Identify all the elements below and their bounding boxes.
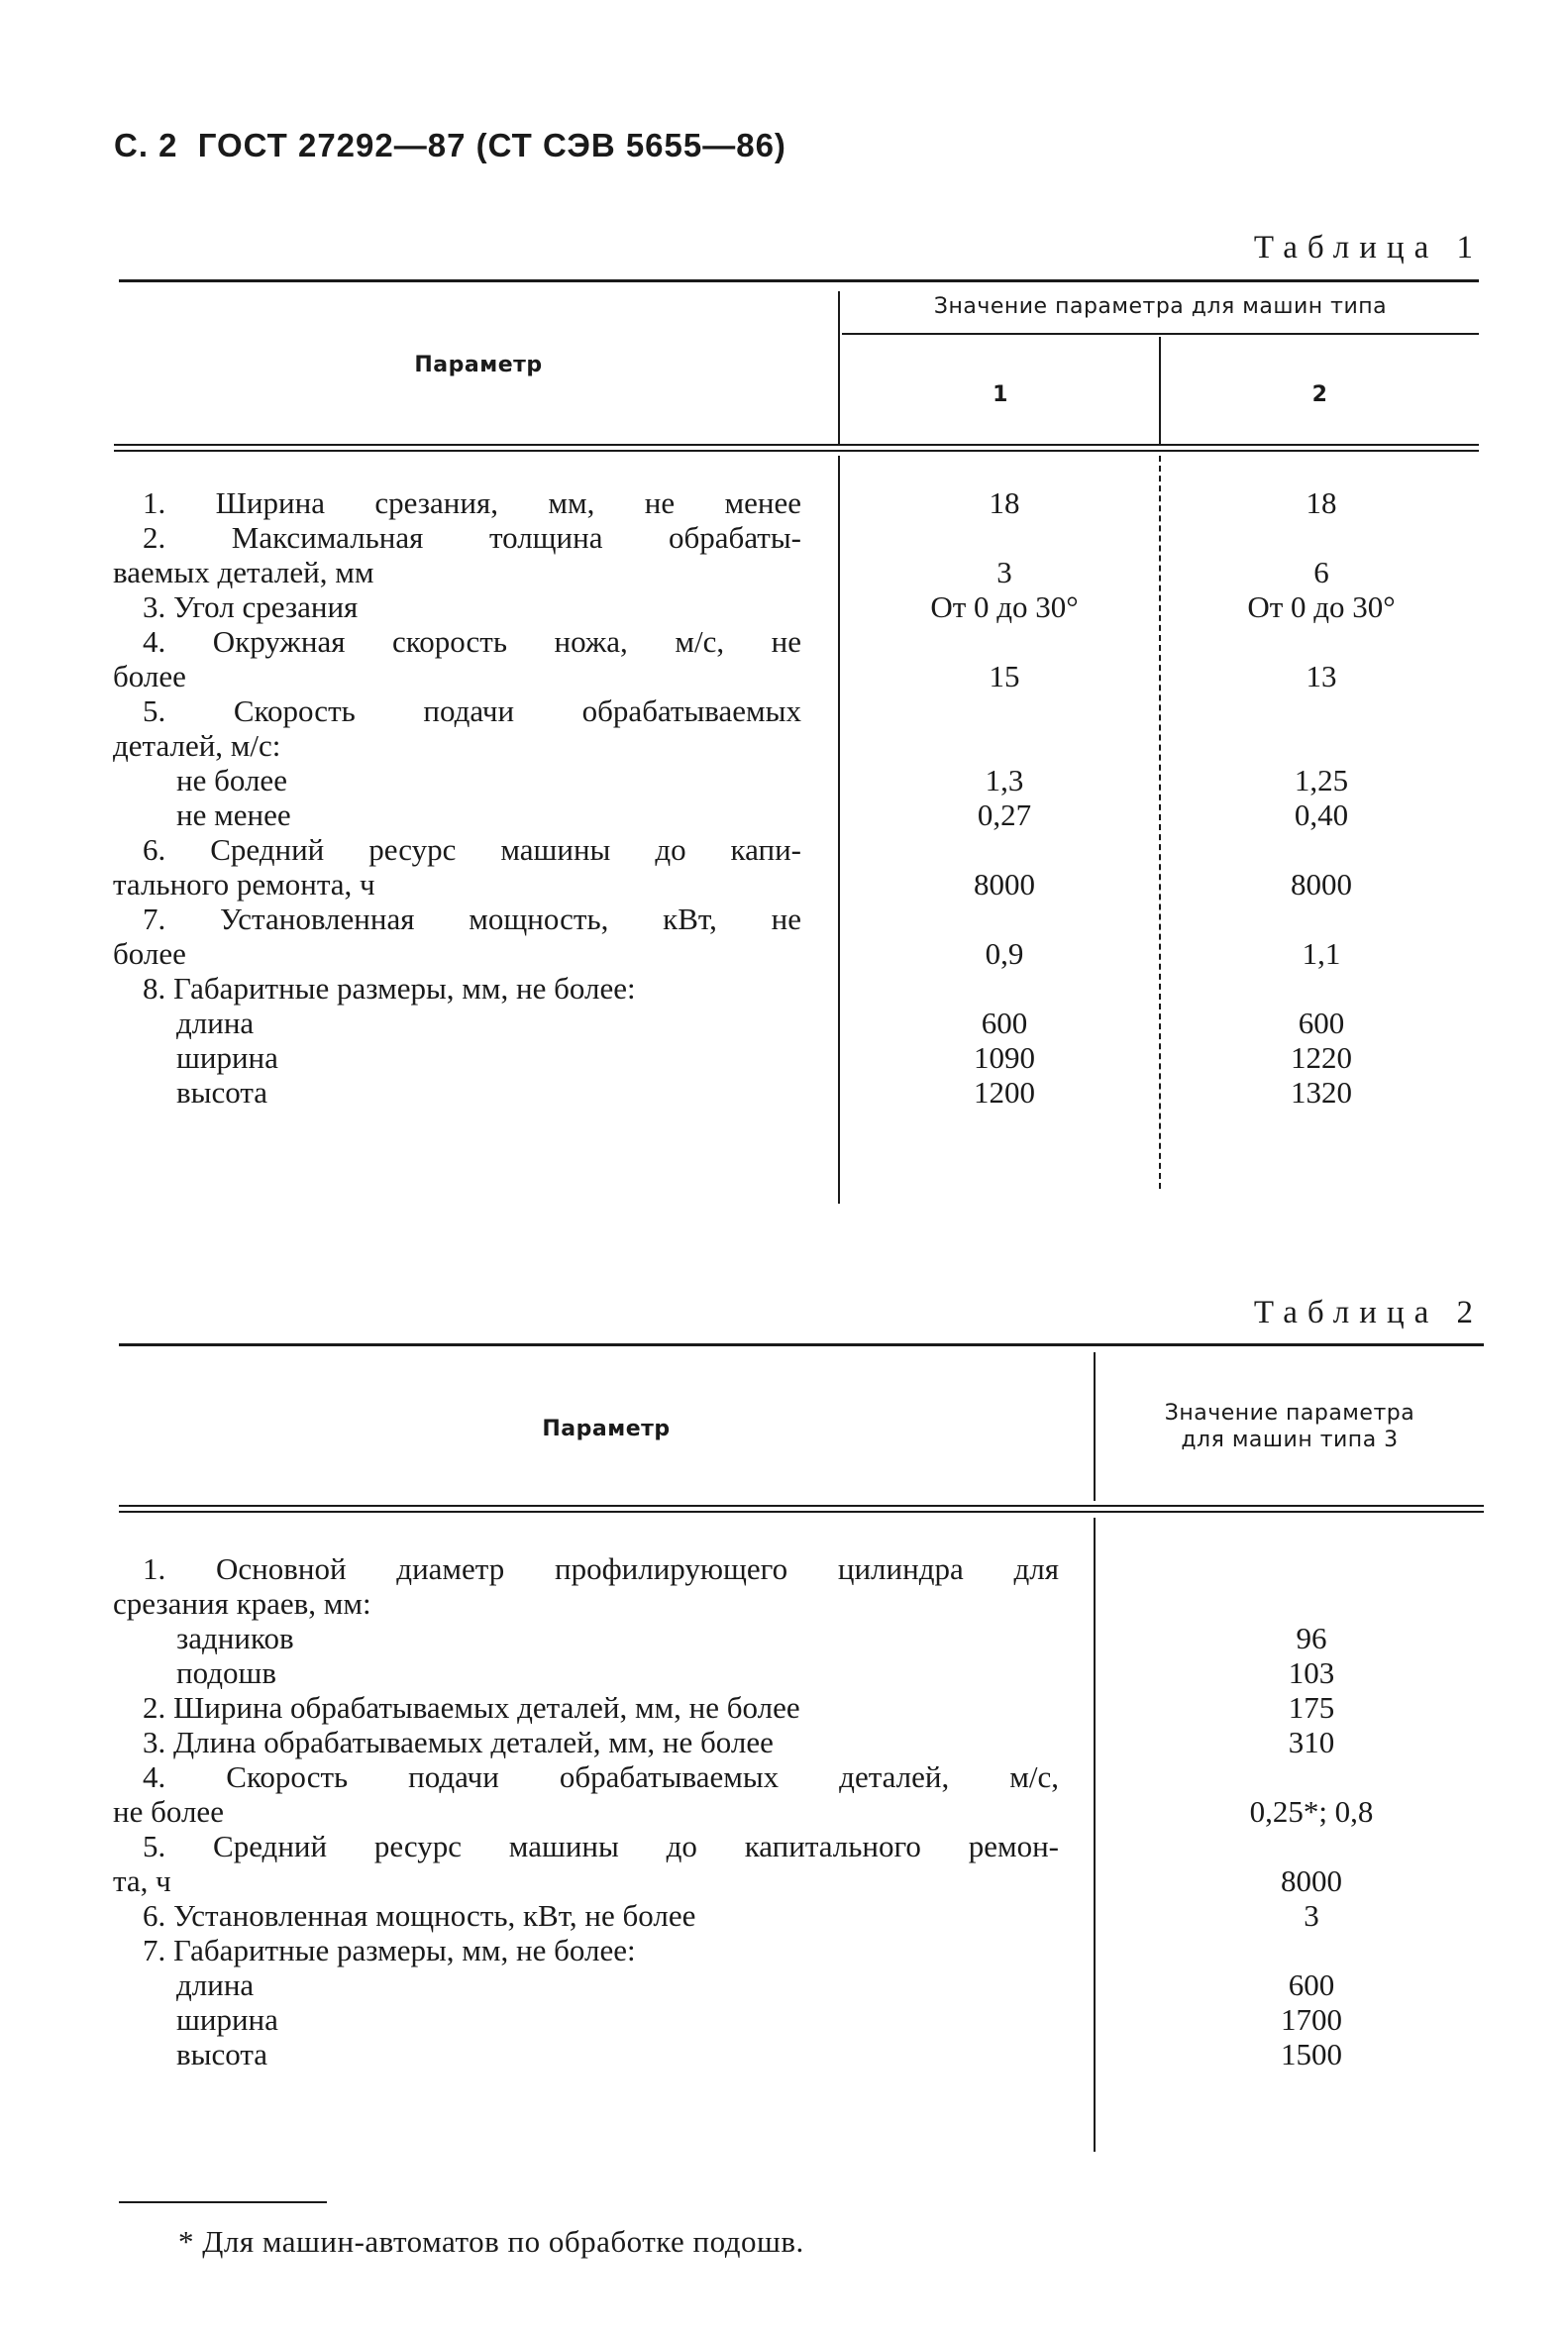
- table1-col1-header: 1: [993, 382, 1008, 407]
- table1-row: [113, 867, 1480, 902]
- table1-col2-header: 2: [1311, 382, 1328, 407]
- table2-value-type3: 96: [1296, 1621, 1327, 1655]
- table2-value-type3: 310: [1288, 1725, 1335, 1759]
- table2-row: [113, 1655, 1480, 1690]
- table1-row: [113, 589, 1480, 624]
- table2-param: 6. Установленная мощность, кВт, не более: [143, 1898, 696, 1933]
- table2-param: 3. Длина обрабатываемых деталей, мм, не более: [143, 1725, 774, 1759]
- table1-param: 7. Установленная мощность, кВт, не: [143, 902, 801, 936]
- table1-row: [113, 763, 1480, 797]
- table2-row: [113, 1759, 1480, 1794]
- table2-body: [113, 1551, 1480, 2071]
- table1-row: [113, 624, 1480, 659]
- table1-value-type1: 18: [989, 485, 1020, 520]
- table2-row: [113, 2002, 1480, 2037]
- table2-value-header: [1096, 1400, 1484, 1453]
- table2-value-type3: 8000: [1281, 1863, 1342, 1898]
- table1-param: не более: [176, 763, 287, 797]
- table1-row: [113, 520, 1480, 555]
- table1-value-type2: 6: [1313, 555, 1329, 589]
- table1-param-header: Параметр: [414, 353, 543, 377]
- table2-row: [113, 1967, 1480, 2002]
- table1-param: 1. Ширина срезания, мм, не менее: [143, 485, 801, 520]
- table2-header-rule-a: [119, 1505, 1484, 1507]
- table1-value-type2: 1320: [1291, 1075, 1352, 1110]
- table1-param: не менее: [176, 797, 291, 832]
- table2-row: [113, 1551, 1480, 1586]
- footnote: * Для машин-автоматов по обработке подошв.: [178, 2224, 804, 2259]
- table1-row: [113, 485, 1480, 520]
- table1-row: [113, 1006, 1480, 1040]
- table1-param: 5. Скорость подачи обрабатываемых: [143, 693, 801, 728]
- table1-param: длина: [176, 1006, 255, 1040]
- table1-value-type2: 600: [1298, 1006, 1345, 1040]
- table2-param: 5. Средний ресурс машины до капитального ремон-: [143, 1829, 1059, 1863]
- table1-row: [113, 971, 1480, 1006]
- table2-row: [113, 2037, 1480, 2071]
- table1-header-divider: [838, 291, 840, 445]
- table2-param: срезания краев, мм:: [113, 1586, 371, 1621]
- table2-row: [113, 1725, 1480, 1759]
- table1-param: высота: [176, 1075, 268, 1110]
- table1-row: [113, 555, 1480, 589]
- table1-row: [113, 936, 1480, 971]
- table1-row: [113, 902, 1480, 936]
- table2-value-type3: 3: [1304, 1898, 1319, 1933]
- table1-value-type1: 1200: [974, 1075, 1035, 1110]
- table2-row: [113, 1863, 1480, 1898]
- table2-value-type3: 600: [1288, 1967, 1335, 2002]
- table1-value-type2: 1,1: [1302, 936, 1341, 971]
- table2-row: [113, 1690, 1480, 1725]
- table1-value-type1: 3: [996, 555, 1012, 589]
- table2-param: не более: [113, 1794, 224, 1829]
- table1-value-type2: 13: [1306, 659, 1337, 693]
- table1-param: более: [113, 936, 186, 971]
- page-number: С. 2: [114, 127, 178, 163]
- table1-value-type2: 0,40: [1294, 797, 1349, 832]
- standard-designation: ГОСТ 27292—87 (СТ СЭВ 5655—86): [197, 127, 786, 163]
- table1-param: 4. Окружная скорость ножа, м/с, не: [143, 624, 801, 659]
- table2-param: ширина: [176, 2002, 278, 2037]
- table2-row: [113, 1621, 1480, 1655]
- table1-param: 6. Средний ресурс машины до капи-: [143, 832, 801, 867]
- table1-row: [113, 1040, 1480, 1075]
- table2-param: 7. Габаритные размеры, мм, не более:: [143, 1933, 636, 1967]
- table1-value-type2: От 0 до 30°: [1247, 589, 1396, 624]
- table2-value-header-line1: Значение параметра: [1164, 1401, 1415, 1426]
- table2-param: высота: [176, 2037, 268, 2071]
- table2-value-type3: 175: [1288, 1690, 1335, 1725]
- table1-header-rule-b: [114, 450, 1479, 452]
- table1-subheader-rule: [842, 333, 1479, 335]
- table1-param: тального ремонта, ч: [113, 867, 375, 902]
- table1-value-header: Значение параметра для машин типа: [933, 294, 1388, 319]
- table2-value-type3: 1700: [1281, 2002, 1342, 2037]
- table1-value-type1: 600: [981, 1006, 1028, 1040]
- table1-param: деталей, м/с:: [113, 728, 281, 763]
- table2-row: [113, 1829, 1480, 1863]
- table1-value-type1: От 0 до 30°: [930, 589, 1079, 624]
- table2-value-type3: 103: [1288, 1655, 1335, 1690]
- table1-param: 3. Угол срезания: [143, 589, 359, 624]
- table1-value-type2: 18: [1306, 485, 1337, 520]
- table1-value-type1: 0,9: [985, 936, 1024, 971]
- table2-param: 2. Ширина обрабатываемых деталей, мм, не более: [143, 1690, 800, 1725]
- table2-top-rule: [119, 1343, 1484, 1346]
- table1-param: более: [113, 659, 186, 693]
- table2-param: задников: [176, 1621, 294, 1655]
- table2-value-type3: 0,25*; 0,8: [1249, 1794, 1374, 1829]
- table1-row: [113, 797, 1480, 832]
- table1-header-rule-a: [114, 444, 1479, 446]
- table1-param: ваемых деталей, мм: [113, 555, 374, 589]
- table2-row: [113, 1794, 1480, 1829]
- table1-row: [113, 832, 1480, 867]
- table1-value-type2: 8000: [1291, 867, 1352, 902]
- table1-row: [113, 1075, 1480, 1110]
- table2-header-rule-b: [119, 1511, 1484, 1513]
- table1-param: 8. Габаритные размеры, мм, не более:: [143, 971, 636, 1006]
- table2-param-header: Параметр: [542, 1417, 671, 1441]
- table2-row: [113, 1586, 1480, 1621]
- table1-param: ширина: [176, 1040, 278, 1075]
- table1-value-type1: 1,3: [985, 763, 1024, 797]
- table1-param: 2. Максимальная толщина обрабаты-: [143, 520, 801, 555]
- table2-param: та, ч: [113, 1863, 171, 1898]
- table1-top-rule: [119, 279, 1479, 282]
- table1-value-type1: 0,27: [977, 797, 1032, 832]
- table2-param: подошв: [176, 1655, 276, 1690]
- table2-value-type3: 1500: [1281, 2037, 1342, 2071]
- footnote-rule: [119, 2201, 327, 2203]
- table2-caption: Таблица 2: [1253, 1295, 1483, 1330]
- table1-row: [113, 659, 1480, 693]
- table2-param: 1. Основной диаметр профилирующего цилиндра для: [143, 1551, 1059, 1586]
- table1-value-type2: 1220: [1291, 1040, 1352, 1075]
- table2-value-header-line2: для машин типа 3: [1181, 1428, 1399, 1452]
- table2-row: [113, 1933, 1480, 1967]
- table1-value-type2: 1,25: [1294, 763, 1349, 797]
- table1-row: [113, 728, 1480, 763]
- table1-value-type1: 1090: [974, 1040, 1035, 1075]
- table1-value-type1: 15: [989, 659, 1020, 693]
- page-header: [114, 127, 786, 164]
- table1-value-type1: 8000: [974, 867, 1035, 902]
- table2-row: [113, 1898, 1480, 1933]
- table2-param: длина: [176, 1967, 255, 2002]
- table1-body: [113, 485, 1480, 1110]
- table2-param: 4. Скорость подачи обрабатываемых деталей, м/с,: [143, 1759, 1059, 1794]
- table1-caption: Таблица 1: [1253, 230, 1483, 265]
- table1-row: [113, 693, 1480, 728]
